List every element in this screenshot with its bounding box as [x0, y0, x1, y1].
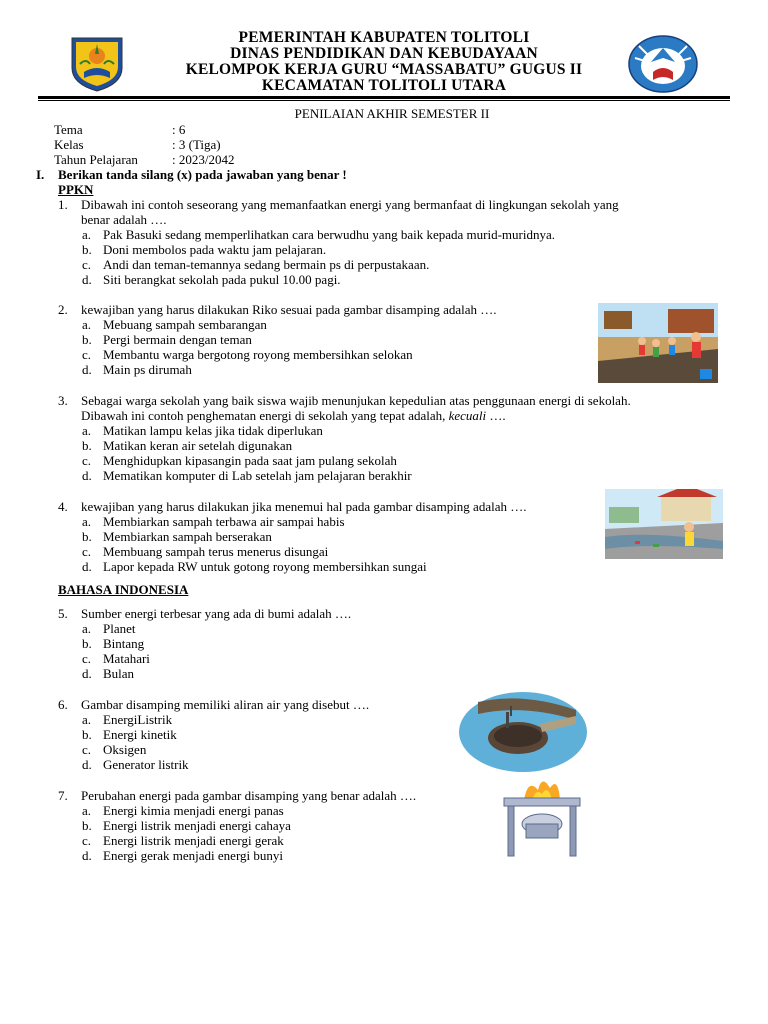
question-text: Perubahan energi pada gambar disamping yang benar adalah …. — [81, 788, 417, 803]
option-letter: b. — [82, 438, 92, 453]
option-letter: b. — [82, 529, 92, 544]
option-text: Energi gerak menjadi energi bunyi — [103, 848, 284, 863]
question-number: 1. — [58, 197, 68, 212]
option-letter: a. — [82, 423, 92, 438]
option-text: Main ps dirumah — [103, 362, 192, 377]
option-text: Mebuang sampah sembarangan — [103, 317, 267, 332]
option-letter: b. — [82, 242, 92, 257]
option-text: Menghidupkan kipasangin pada saat jam pulang sekolah — [103, 453, 397, 468]
option-letter: d. — [82, 272, 92, 287]
meta-value-kelas: : 3 (Tiga) — [172, 137, 221, 152]
option-text: Membiarkan sampah berserakan — [103, 529, 272, 544]
question-number: 6. — [58, 697, 68, 712]
header-rule-thick — [38, 96, 730, 99]
option-letter: c. — [82, 742, 92, 757]
option-text: Matahari — [103, 651, 150, 666]
option-text: Energi listrik menjadi energi cahaya — [103, 818, 291, 833]
header-line-2: DINAS PENDIDIKAN DAN KEBUDAYAAN — [230, 45, 538, 62]
option-text: Membantu warga bergotong royong membersihkan selokan — [103, 347, 413, 362]
option-letter: a. — [82, 317, 92, 332]
option-letter: b. — [82, 636, 92, 651]
section-number: I. — [36, 167, 45, 182]
option-letter: d. — [82, 757, 92, 772]
exam-title: PENILAIAN AKHIR SEMESTER II — [294, 106, 490, 121]
option-text: Bintang — [103, 636, 145, 651]
option-letter: d. — [82, 468, 92, 483]
option-text: Siti berangkat sekolah pada pukul 10.00 pagi. — [103, 272, 341, 287]
option-letter: c. — [82, 347, 92, 362]
option-text: Planet — [103, 621, 136, 636]
meta-value-tahun: : 2023/2042 — [172, 152, 235, 167]
question-text: Gambar disamping memiliki aliran air yang disebut …. — [81, 697, 370, 712]
meta-label-tahun: Tahun Pelajaran — [54, 152, 138, 167]
hydro-dam-illustration — [458, 686, 588, 774]
option-text: Energi listrik menjadi energi gerak — [103, 833, 284, 848]
gas-stove-illustration — [498, 774, 586, 860]
option-letter: b. — [82, 727, 92, 742]
river-trash-illustration — [605, 489, 723, 559]
question-number: 3. — [58, 393, 68, 408]
option-text: Doni membolos pada waktu jam pelajaran. — [103, 242, 327, 257]
meta-label-tema: Tema — [54, 122, 83, 137]
option-text: Membuang sampah terus menerus disungai — [103, 544, 329, 559]
option-text: Matikan keran air setelah digunakan — [103, 438, 293, 453]
question-text-tail: …. — [486, 408, 506, 423]
option-letter: a. — [82, 621, 92, 636]
option-letter: d. — [82, 848, 92, 863]
option-letter: c. — [82, 544, 92, 559]
option-letter: b. — [82, 332, 92, 347]
option-text: Matikan lampu kelas jika tidak diperlukan — [103, 423, 323, 438]
subject-ppkn: PPKN — [58, 182, 94, 197]
option-letter: b. — [82, 818, 92, 833]
option-text: Energi kinetik — [103, 727, 177, 742]
option-text: Andi dan teman-temannya sedang bermain ps di perpustakaan. — [103, 257, 430, 272]
option-text: Lapor kepada RW untuk gotong royong membersihkan sungai — [103, 559, 427, 574]
option-text: Mematikan komputer di Lab setelah jam pelajaran berakhir — [103, 468, 412, 483]
option-letter: a. — [82, 803, 92, 818]
option-letter: c. — [82, 453, 92, 468]
question-italic-word: kecuali — [448, 408, 487, 423]
subject-bahasa-indonesia: BAHASA INDONESIA — [58, 582, 189, 597]
question-number: 7. — [58, 788, 68, 803]
question-text: benar adalah …. — [81, 212, 167, 227]
option-text: Bulan — [103, 666, 135, 681]
option-letter: a. — [82, 514, 92, 529]
header-line-4: KECAMATAN TOLITOLI UTARA — [261, 77, 507, 94]
option-text: Pak Basuki sedang memperlihatkan cara berwudhu yang baik kepada murid-muridnya. — [103, 227, 555, 242]
question-text: kewajiban yang harus dilakukan jika menemui hal pada gambar disamping adalah …. — [81, 499, 527, 514]
option-letter: c. — [82, 257, 92, 272]
question-text: Dibawah ini contoh seseorang yang memanfaatkan energi yang bermanfaat di lingkungan sekolah yang — [81, 197, 619, 212]
option-text: Pergi bermain dengan teman — [103, 332, 252, 347]
question-text: kewajiban yang harus dilakukan Riko sesuai pada gambar disamping adalah …. — [81, 302, 497, 317]
question-text: Sebagai warga sekolah yang baik siswa wajib menunjukan kepedulian atas penggunaan energi di sekolah. — [81, 393, 631, 408]
option-letter: d. — [82, 666, 92, 681]
meta-value-tema: : 6 — [172, 122, 186, 137]
header-line-1: PEMERINTAH KABUPATEN TOLITOLI — [238, 29, 530, 46]
gotong-royong-illustration — [598, 303, 718, 383]
question-text — [81, 408, 506, 423]
question-number: 2. — [58, 302, 68, 317]
meta-label-kelas: Kelas — [54, 137, 84, 152]
option-letter: c. — [82, 833, 92, 848]
option-letter: d. — [82, 362, 92, 377]
header-rule-thin — [38, 100, 730, 101]
question-number: 5. — [58, 606, 68, 621]
option-letter: c. — [82, 651, 92, 666]
question-text: Sumber energi terbesar yang ada di bumi adalah …. — [81, 606, 352, 621]
question-number: 4. — [58, 499, 68, 514]
option-text: Generator listrik — [103, 757, 189, 772]
section-instruction: Berikan tanda silang (x) pada jawaban yang benar ! — [58, 167, 347, 182]
question-text-segment: Dibawah ini contoh penghematan energi di sekolah yang tepat adalah, — [81, 408, 446, 423]
option-letter: a. — [82, 712, 92, 727]
option-text: Energi kimia menjadi energi panas — [103, 803, 284, 818]
option-text: EnergiListrik — [103, 712, 173, 727]
option-text: Oksigen — [103, 742, 147, 757]
header-line-3: KELOMPOK KERJA GURU “MASSABATU” GUGUS II — [185, 61, 583, 78]
option-text: Membiarkan sampah terbawa air sampai habis — [103, 514, 345, 529]
option-letter: d. — [82, 559, 92, 574]
option-letter: a. — [82, 227, 92, 242]
